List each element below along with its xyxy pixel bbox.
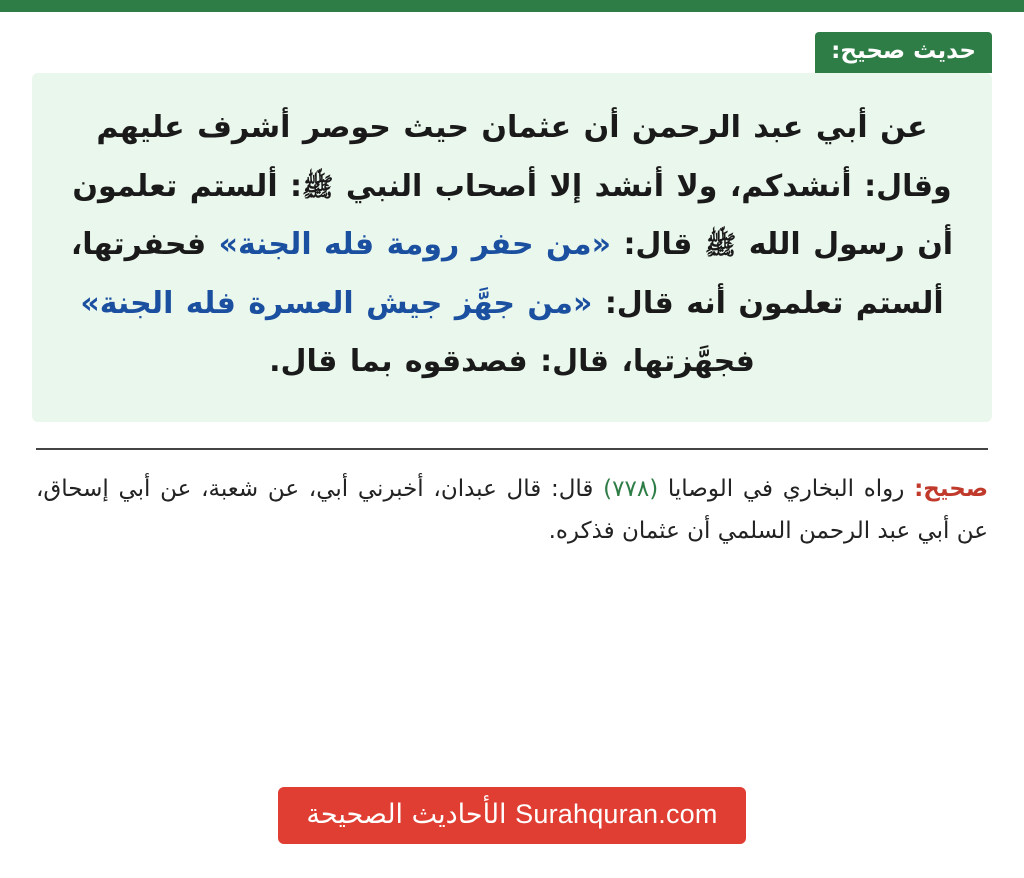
takhrij-after-reference: قال: قال عبدان، أخبرني أبي، عن شعبة، عن أبي إسحاق، عن أبي عبد الرحمن السلمي أن عثمان فذكره.: [36, 475, 988, 545]
footer: [32, 787, 992, 844]
hadith-card: [32, 73, 992, 422]
top-accent-bar: [0, 0, 1024, 12]
hadith-part-2: : ألستم تعلمون أن رسول الله: [72, 168, 954, 263]
hadith-quote-2: «من جهَّز جيش العسرة فله الجنة»: [80, 285, 593, 321]
grade-label-row: [32, 32, 992, 73]
hadith-part-3: قال:: [623, 227, 693, 263]
hadith-part-4: فحفرتها، ألستم تعلمون أنه قال:: [70, 227, 944, 321]
takhrij-text: [32, 450, 992, 553]
page-container: [0, 12, 1024, 878]
site-name: Surahquran.com: [515, 799, 718, 829]
sallallahu-alayhi-wasallam-icon: ﷺ: [302, 172, 334, 203]
site-tagline: الأحاديث الصحيحة: [306, 799, 507, 830]
hadith-part-5: فجهَّزتها، قال: فصدقوه بما قال.: [269, 344, 755, 380]
reference-number: (٧٧٨): [603, 475, 659, 502]
takhrij-before-reference: رواه البخاري في الوصايا: [667, 475, 905, 502]
hadith-part-1: عن أبي عبد الرحمن أن عثمان حيث حوصر أشرف عليهم وقال: أنشدكم، ولا أنشد إلا أصحاب النبي: [96, 110, 952, 204]
grade-word: صحيح:: [914, 475, 989, 502]
hadith-quote-1: «من حفر رومة فله الجنة»: [218, 227, 611, 263]
site-banner[interactable]: [278, 787, 745, 844]
sallallahu-alayhi-wasallam-icon-2: ﷺ: [704, 231, 737, 262]
status-badge: حديث صحيح:: [815, 32, 992, 73]
hadith-text: [66, 99, 958, 392]
